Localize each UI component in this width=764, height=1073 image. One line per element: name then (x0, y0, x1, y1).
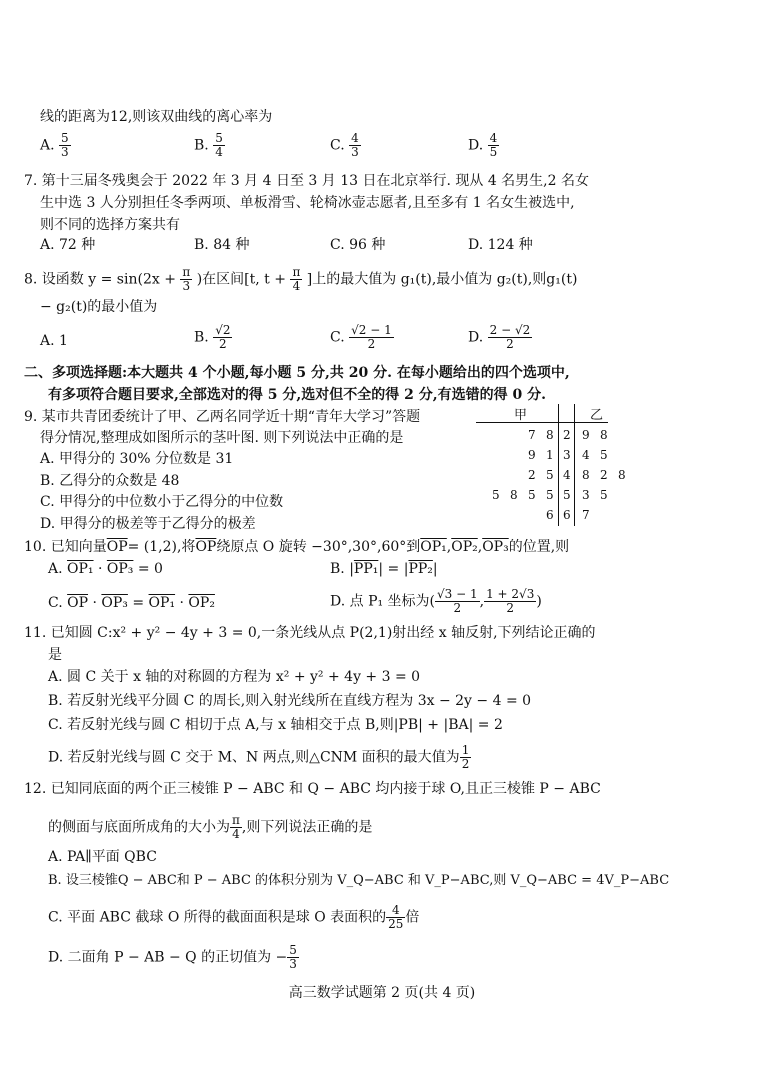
q12-option-a: A. PA∥平面 QBC (48, 849, 157, 865)
q6-option-b-fraction: $\frac{5}{4}$ (215, 131, 223, 159)
page-footer: 高三数学试题第 2 页(共 4 页) (288, 985, 476, 1001)
q12-option-b: B. 设三棱锥Q − ABC和 P − ABC 的体积分别为 V_Q−ABC 和 V_P−ABC,则 V_Q−ABC = 4V_P−ABC (48, 873, 670, 888)
q8-option-d-fraction: $\frac{2 - √2}{2}$ (489, 323, 531, 351)
q11-d-fraction: $\frac{1}{2}$ (461, 743, 470, 771)
stem-leaf-left-leaf: 5 (528, 488, 536, 502)
stem-leaf-row (472, 428, 612, 446)
stem-leaf-left-leaf: 9 (528, 448, 536, 462)
stem-leaf-left-leaf: 5 (546, 468, 554, 482)
stem-leaf-row (472, 468, 626, 486)
stem-leaf-left-leaf: 1 (546, 448, 554, 462)
q10-option-c: C. $\overline{OP} \cdot OP_3 = OP_1 \cdot OP_2$ (48, 595, 215, 611)
q6-option-b: B. $\frac{5}{4}$ (194, 131, 223, 159)
stem-leaf-header-right: 乙 (590, 408, 604, 423)
q8-line-1: 8. 设函数 y = sin(2x + $\frac{\pi}{3}$ )在区间[t, t + $\frac{\pi}{4}$ ]上的最大值为 g₁(t),最小值为 g₂(t),则g₁(t) (24, 265, 578, 293)
q12-d-fraction: $\frac{5}{3}$ (289, 943, 297, 971)
q8-option-b-fraction: $\frac{√2}{2}$ (215, 323, 231, 351)
q9-option-a: A. 甲得分的 30% 分位数是 31 (40, 451, 234, 467)
q10-option-d: D. 点 P₁ 坐标为( $\frac{√3 - 1}{2}$ , $\frac{1 + 2√3}{2}$ ) (330, 587, 542, 615)
stem-leaf-right-leaf: 5 (600, 448, 608, 462)
stem-leaf-right-leaf: 8 (582, 468, 590, 482)
stem-leaf-stem: 3 (563, 448, 571, 462)
q9-option-d: D. 甲得分的极差等于乙得分的极差 (40, 516, 256, 532)
q12-line-2: 的侧面与底面所成角的大小为 $\frac{\pi}{4}$ ,则下列说法正确的是 (48, 813, 373, 841)
stem-leaf-left-leaf: 8 (510, 488, 518, 502)
q10-d-frac-2: $\frac{1 + 2√3}{2}$ (486, 587, 535, 615)
stem-leaf-right-leaf: 2 (600, 468, 608, 482)
q11-line-2: 是 (48, 647, 62, 663)
q9-line-1: 9. 某市共青团委统计了甲、乙两名同学近十期“青年大学习”答题 (24, 409, 421, 425)
q12-option-c: C. 平面 ABC 截球 O 所得的截面面积是球 O 表面积的 $\frac{4}{25}$ 倍 (48, 903, 420, 931)
stem-leaf-right-leaf: 3 (582, 488, 590, 502)
q11-option-c: C. 若反射光线与圆 C 相切于点 A,与 x 轴相交于点 B,则|PB| + |BA| = 2 (48, 717, 503, 733)
stem-leaf-stem: 2 (563, 428, 571, 442)
q7-line-3: 则不同的选择方案共有 (40, 217, 180, 233)
q8-option-d: D. $\frac{2 - √2}{2}$ (468, 323, 531, 351)
q10-d-frac-1: $\frac{√3 - 1}{2}$ (437, 587, 478, 615)
q7-option-c: C. 96 种 (330, 237, 386, 253)
q6-option-a: A. $\frac{5}{3}$ (40, 131, 69, 159)
stem-leaf-stem: 6 (563, 508, 571, 522)
stem-leaf-right-leaf: 8 (600, 428, 608, 442)
q6-option-c: C. $\frac{4}{3}$ (330, 131, 359, 159)
q6-option-d: D. $\frac{4}{5}$ (468, 131, 498, 159)
stem-leaf-right-leaf: 5 (600, 488, 608, 502)
q8-option-c: C. $\frac{√2 - 1}{2}$ (330, 323, 392, 351)
stem-leaf-row (472, 488, 612, 506)
q9-line-2: 得分情况,整理成如图所示的茎叶图. 则下列说法中正确的是 (40, 430, 404, 446)
q10-option-a: A. OP₁ · OP₃ = 0 (48, 561, 163, 577)
q6-continuation: 线的距离为12,则该双曲线的离心率为 (40, 109, 273, 125)
q10-stem: 10. 已知向量$\overline{OP}= (1,2)$,将$\overline{OP}$绕原点 O 旋转 −30°,30°,60°到OP₁,OP₂,OP₃的位置,则 (24, 539, 570, 555)
q8-option-b: B. $\frac{√2}{2}$ (194, 323, 231, 351)
stem-leaf-left-leaf: 2 (528, 468, 536, 482)
q12-c-fraction: $\frac{4}{25}$ (388, 903, 404, 931)
q6-option-d-fraction: $\frac{4}{5}$ (489, 131, 498, 159)
stem-leaf-left-leaf: 5 (546, 488, 554, 502)
stem-leaf-right-leaf: 4 (582, 448, 590, 462)
stem-leaf-plot (472, 404, 626, 526)
section-2-heading-line-1: 二、多项选择题:本大题共 4 个小题,每小题 5 分,共 20 分. 在每小题给出的四个选项中, (24, 365, 570, 381)
stem-leaf-left-leaf: 7 (528, 428, 536, 442)
q8-option-c-fraction: $\frac{√2 - 1}{2}$ (351, 323, 392, 351)
stem-leaf-stem: 4 (563, 468, 571, 482)
q12-option-d: D. 二面角 P − AB − Q 的正切值为 − $\frac{5}{3}$ (48, 943, 297, 971)
stem-leaf-row (472, 508, 612, 526)
stem-leaf-row (472, 448, 612, 466)
q7-option-b: B. 84 种 (194, 237, 250, 253)
q6-option-a-fraction: $\frac{5}{3}$ (61, 131, 69, 159)
q9-option-b: B. 乙得分的众数是 48 (40, 473, 180, 489)
stem-leaf-left-leaf: 8 (546, 428, 554, 442)
stem-leaf-left-leaf: 5 (492, 488, 500, 502)
stem-leaf-stem: 5 (563, 488, 571, 502)
q12-pi-over-4: $\frac{\pi}{4}$ (232, 813, 240, 841)
q7-line-1: 7. 第十三届冬残奥会于 2022 年 3 月 4 日至 3 月 13 日在北京举行. 现从 4 名男生,2 名女 (24, 173, 589, 189)
q8-pi-over-4: $\frac{\pi}{4}$ (292, 265, 301, 293)
q7-option-d: D. 124 种 (468, 237, 533, 253)
q10-option-b: B. |PP₁| = |PP₂| (330, 561, 438, 577)
q11-option-d: D. 若反射光线与圆 C 交于 M、N 两点,则△CNM 面积的最大值为 $\frac{1}{2}$ (48, 743, 470, 771)
stem-leaf-header-left: 甲 (514, 408, 528, 423)
q12-line-1: 12. 已知同底面的两个正三棱锥 P − ABC 和 Q − ABC 均内接于球 O,且正三棱锥 P − ABC (24, 781, 601, 797)
stem-leaf-right-leaf: 9 (582, 428, 590, 442)
q8-line-2: − g₂(t)的最小值为 (40, 299, 158, 315)
q8-option-a: A. 1 (40, 333, 68, 349)
q7-line-2: 生中选 3 人分别担任冬季两项、单板滑雪、轮椅冰壶志愿者,且至多有 1 名女生被选中, (40, 195, 575, 211)
section-2-heading-line-2: 有多项符合题目要求,全部选对的得 5 分,选对但不全的得 2 分,有选错的得 0 分. (48, 387, 546, 403)
q7-option-a: A. 72 种 (40, 237, 96, 253)
stem-leaf-right-leaf: 7 (582, 508, 590, 522)
q11-line-1: 11. 已知圆 C:x² + y² − 4y + 3 = 0,一条光线从点 P(2,1)射出经 x 轴反射,下列结论正确的 (24, 625, 596, 641)
stem-leaf-left-leaf: 6 (546, 508, 554, 522)
stem-leaf-right-leaf: 8 (618, 468, 626, 482)
q8-pi-over-3: $\frac{\pi}{3}$ (182, 265, 191, 293)
stem-leaf-header-divider (476, 422, 608, 423)
q11-option-a: A. 圆 C 关于 x 轴的对称圆的方程为 x² + y² + 4y + 3 = 0 (48, 669, 421, 685)
q11-option-b: B. 若反射光线平分圆 C 的周长,则入射光线所在直线方程为 3x − 2y − 4 = 0 (48, 693, 532, 709)
q6-option-c-fraction: $\frac{4}{3}$ (351, 131, 359, 159)
q9-option-c: C. 甲得分的中位数小于乙得分的中位数 (40, 494, 284, 510)
